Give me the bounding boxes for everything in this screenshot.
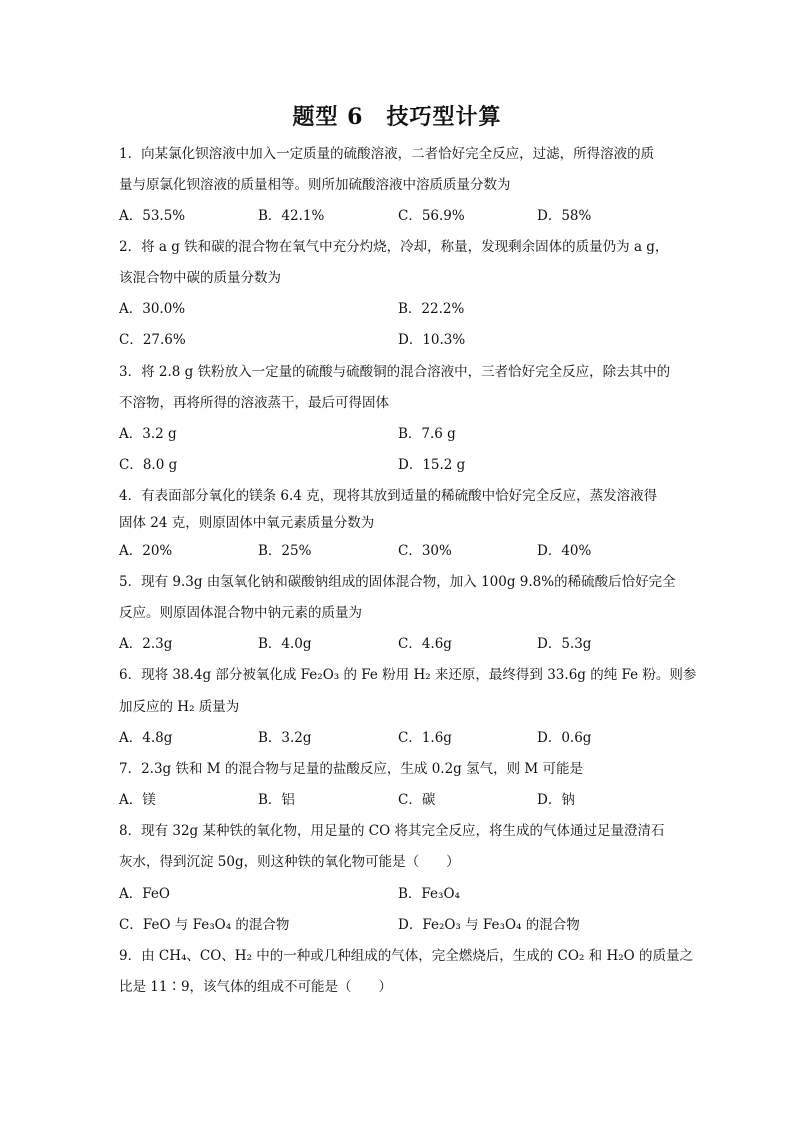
question-8-option-b: B．Fe₃O₄ (398, 886, 460, 902)
question-1-option-d: D．58% (537, 208, 592, 224)
question-4-option-a: A．20% (119, 543, 173, 559)
question-3-option-a: A．3.2 g (119, 426, 177, 442)
question-4-option-b: B．25% (258, 543, 312, 559)
question-6-line-2: 加反应的 H₂ 质量为 (119, 699, 240, 715)
question-3-line-1: 3．将 2.8 g 铁粉放入一定量的硫酸与硫酸铜的混合溶液中，三者恰好完全反应，除去其中的 (119, 364, 671, 380)
question-3-option-b: B．7.6 g (398, 426, 456, 442)
question-3-option-c: C．8.0 g (119, 457, 178, 473)
question-9-line-2: 比是 11∶9，该气体的组成不可能是（ ） (119, 979, 393, 995)
question-8-option-a: A．FeO (119, 886, 170, 902)
question-2-line-2: 该混合物中碳的质量分数为 (119, 270, 281, 286)
question-7-option-b: B．铝 (258, 792, 295, 808)
question-8-line-1: 8．现有 32g 某种铁的氧化物，用足量的 CO 将其完全反应，将生成的气体通过足量澄清石 (119, 823, 665, 839)
question-7-option-a: A．镁 (119, 792, 156, 808)
question-4-line-2: 固体 24 克，则原固体中氧元素质量分数为 (119, 515, 375, 531)
question-2-option-c: C．27.6% (119, 332, 186, 348)
question-8-option-c: C．FeO 与 Fe₃O₄ 的混合物 (119, 917, 290, 933)
question-8-option-d: D．Fe₂O₃ 与 Fe₃O₄ 的混合物 (398, 917, 580, 933)
question-2-option-a: A．30.0% (119, 301, 186, 317)
question-9-line-1: 9．由 CH₄、CO、H₂ 中的一种或几种组成的气体，完全燃烧后，生成的 CO₂ 和 H₂O 的质量之 (119, 948, 693, 964)
question-5-option-b: B．4.0g (258, 636, 312, 652)
question-7-line-1: 7．2.3g 铁和 M 的混合物与足量的盐酸反应，生成 0.2g 氢气，则 M 可能是 (119, 761, 583, 777)
question-4-line-1: 4．有表面部分氧化的镁条 6.4 克，现将其放到适量的稀硫酸中恰好完全反应，蒸发溶液得 (119, 488, 658, 504)
question-6-option-c: C．1.6g (398, 730, 452, 746)
question-4-option-c: C．30% (398, 543, 452, 559)
question-5-option-d: D．5.3g (537, 636, 592, 652)
question-4-option-d: D．40% (537, 543, 592, 559)
question-7-option-c: C．碳 (398, 792, 436, 808)
question-1-line-1: 1．向某氯化钡溶液中加入一定质量的硫酸溶液，二者恰好完全反应，过滤，所得溶液的质 (119, 146, 655, 162)
question-6-option-d: D．0.6g (537, 730, 592, 746)
question-6-line-1: 6．现将 38.4g 部分被氧化成 Fe₂O₃ 的 Fe 粉用 H₂ 来还原，最终得到 33.6g 的纯 Fe 粉。则参 (119, 667, 697, 683)
question-5-line-1: 5．现有 9.3g 由氢氧化钠和碳酸钠组成的固体混合物，加入 100g 9.8%的稀硫酸后恰好完全 (119, 574, 676, 590)
question-3-option-d: D．15.2 g (398, 457, 466, 473)
question-8-line-2: 灰水，得到沉淀 50g，则这种铁的氧化物可能是（ ） (119, 854, 460, 870)
question-1-option-b: B．42.1% (258, 208, 325, 224)
question-1-option-a: A．53.5% (119, 208, 186, 224)
question-1-option-c: C．56.9% (398, 208, 465, 224)
page-title: 题型 6 技巧型计算 (292, 104, 502, 130)
question-6-option-b: B．3.2g (258, 730, 312, 746)
question-5-option-c: C．4.6g (398, 636, 452, 652)
question-3-line-2: 不溶物，再将所得的溶液蒸干，最后可得固体 (119, 395, 389, 411)
question-7-option-d: D．钠 (537, 792, 575, 808)
question-2-option-d: D．10.3% (398, 332, 466, 348)
question-5-line-2: 反应。则原固体混合物中钠元素的质量为 (119, 605, 362, 621)
question-5-option-a: A．2.3g (119, 636, 173, 652)
question-6-option-a: A．4.8g (119, 730, 173, 746)
question-2-option-b: B．22.2% (398, 301, 465, 317)
question-2-line-1: 2．将 a g 铁和碳的混合物在氧气中充分灼烧，冷却，称量，发现剩余固体的质量仍为 a g， (119, 239, 669, 255)
question-1-line-2: 量与原氯化钡溶液的质量相等。则所加硫酸溶液中溶质质量分数为 (119, 177, 511, 193)
